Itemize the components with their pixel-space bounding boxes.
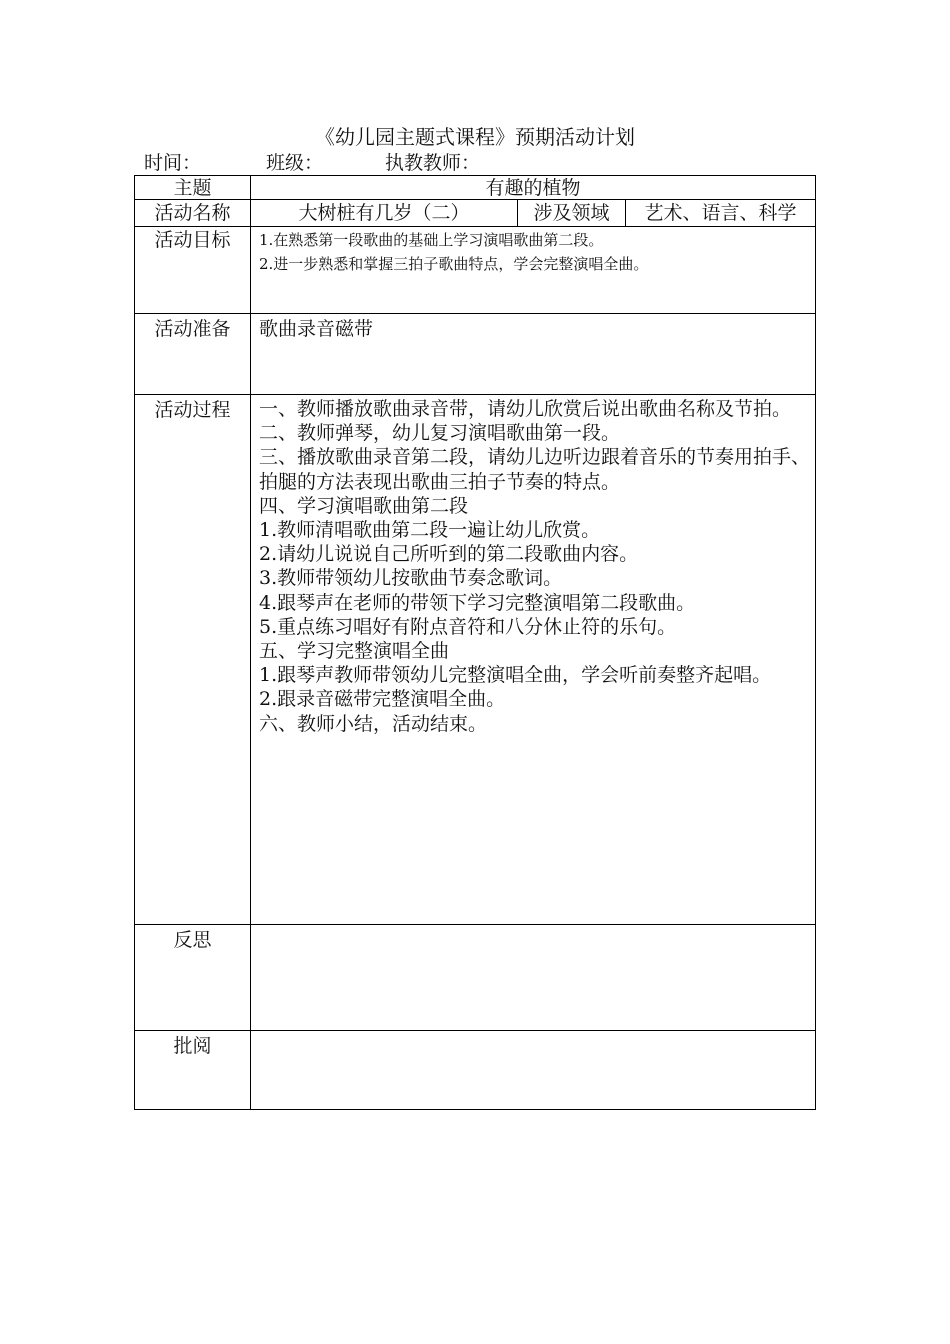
activity-name-value: 大树桩有几岁（二） bbox=[298, 202, 470, 224]
goal-label: 活动目标 bbox=[154, 229, 231, 251]
prep-label: 活动准备 bbox=[154, 318, 231, 340]
process-label: 活动过程 bbox=[154, 399, 231, 421]
process-step: 3.教师带领幼儿按歌曲节奏念歌词。 bbox=[259, 567, 563, 590]
row-divider bbox=[134, 394, 816, 395]
reflection-label: 反思 bbox=[173, 929, 212, 951]
process-step: 一、教师播放歌曲录音带，请幼儿欣赏后说出歌曲名称及节拍。 bbox=[259, 398, 792, 420]
process-step: 三、播放歌曲录音第二段，请幼儿边听边跟着音乐的节奏用拍手、拍腿的方法表现出歌曲三拍子节奏的特点。 bbox=[259, 446, 811, 493]
domain-label: 涉及领域 bbox=[533, 202, 610, 224]
theme-label: 主题 bbox=[173, 177, 212, 199]
row-divider bbox=[134, 226, 816, 227]
review-cell[interactable] bbox=[251, 1031, 815, 1109]
process-step: 4.跟琴声在老师的带领下学习完整演唱第二段歌曲。 bbox=[259, 591, 696, 614]
class-label: 班级： bbox=[266, 152, 324, 174]
prep-value: 歌曲录音磁带 bbox=[259, 318, 374, 340]
goal-item: 1.在熟悉第一段歌曲的基础上学习演唱歌曲第二段。 bbox=[259, 231, 604, 249]
time-label: 时间： bbox=[144, 152, 202, 174]
process-step: 1.跟琴声教师带领幼儿完整演唱全曲，学会听前奏整齐起唱。 bbox=[259, 664, 772, 687]
process-step: 五、学习完整演唱全曲 bbox=[259, 640, 450, 663]
table-border-left bbox=[134, 175, 135, 1110]
table-border-bottom bbox=[134, 1109, 816, 1110]
goal-item: 2.进一步熟悉和掌握三拍子歌曲特点，学会完整演唱全曲。 bbox=[259, 255, 649, 273]
process-step: 二、教师弹琴，幼儿复习演唱歌曲第一段。 bbox=[259, 422, 621, 445]
process-step: 5.重点练习唱好有附点音符和八分休止符的乐句。 bbox=[259, 615, 677, 638]
process-content bbox=[259, 397, 811, 736]
reflection-cell[interactable] bbox=[251, 925, 815, 1030]
process-step: 1.教师清唱歌曲第二段一遍让幼儿欣赏。 bbox=[259, 519, 601, 542]
process-step: 2.请幼儿说说自己所听到的第二段歌曲内容。 bbox=[259, 543, 639, 566]
domain-value: 艺术、语言、科学 bbox=[644, 202, 797, 224]
table-border-right bbox=[815, 175, 816, 1110]
theme-value: 有趣的植物 bbox=[485, 177, 581, 199]
activity-name-label: 活动名称 bbox=[154, 202, 231, 224]
process-step: 2.跟录音磁带完整演唱全曲。 bbox=[259, 688, 506, 711]
process-step: 四、学习演唱歌曲第二段 bbox=[259, 494, 469, 517]
process-step: 六、教师小结，活动结束。 bbox=[259, 712, 488, 735]
page-title: 《幼儿园主题式课程》预期活动计划 bbox=[315, 125, 635, 149]
teacher-label: 执教教师： bbox=[385, 152, 481, 174]
row-divider bbox=[134, 313, 816, 314]
review-label: 批阅 bbox=[173, 1035, 212, 1057]
